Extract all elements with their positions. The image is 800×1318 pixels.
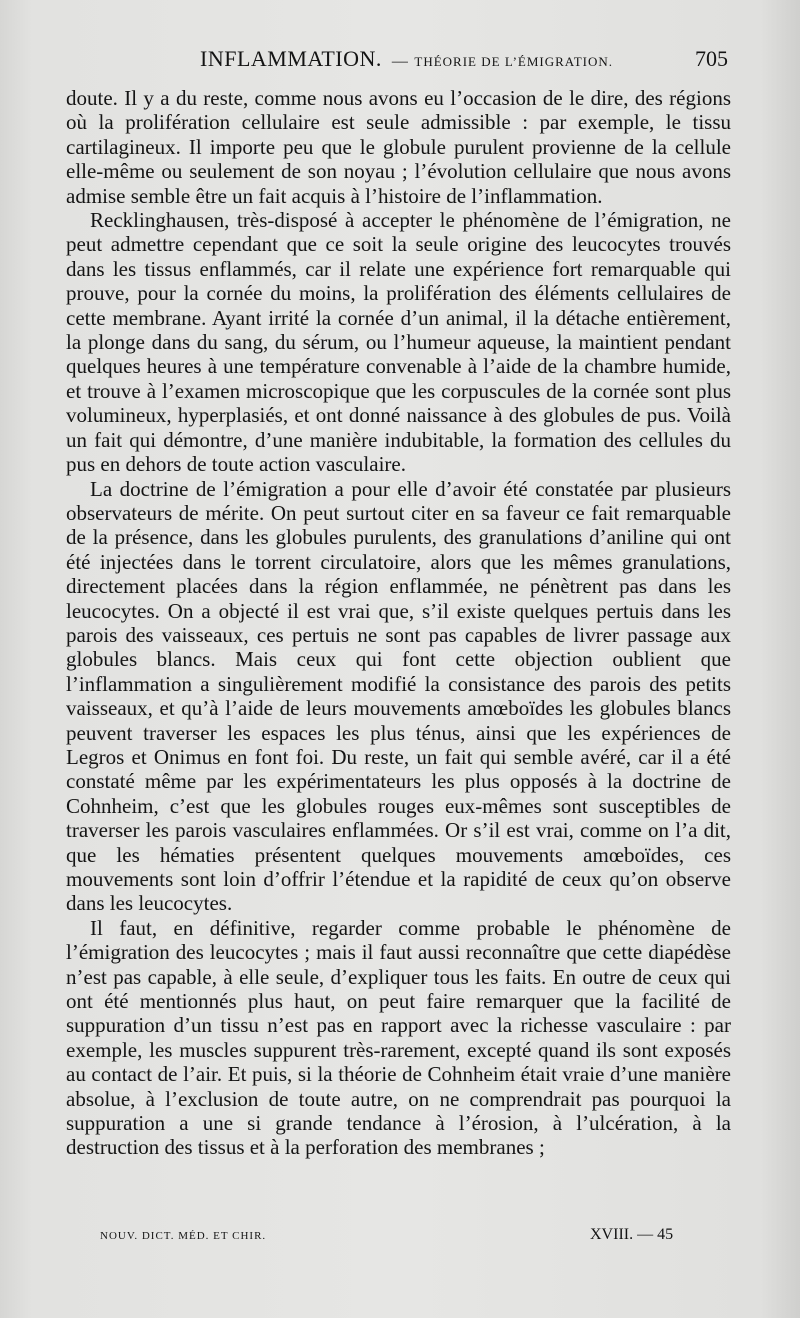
running-title-subtitle: THÉORIE DE L’ÉMIGRATION. [414,54,614,69]
page-header [88,44,728,78]
page-footer [100,1226,690,1250]
paragraph: La doctrine de l’émigration a pour elle d’avoir été constatée par plusieurs observateurs de mérite. On peut surtout citer en sa faveur ce fait remarquable de la présence, dans les globules purulents, des granulations d’aniline qui ont été injectées dans le torrent circulatoire, alors que les mêmes granulations, directement placées dans la région enflammée, ne pénètrent pas dans les leucocytes. On a objecté il est vrai que, s’il existe quelques pertuis dans les parois des vaisseaux, ces pertuis ne sont pas capables de livrer passage aux globules blancs. Mais ceux qui font cette objection oublient que l’inflammation a singulièrement modifié la consistance des parois des petits vaisseaux, et qu’à l’aide de leurs mouvements amœboïdes les globules blancs peuvent traverser les espaces les plus ténus, ainsi que les expériences de Legros et Onimus en font foi. Du reste, un fait qui semble avéré, car il a été constaté même par les expérimentateurs les plus opposés à la doctrine de Cohnheim, c’est que les globules rouges eux-mêmes sont susceptibles de traverser les parois vasculaires enflammées. Or s’il est vrai, comme on l’a dit, que les hématies présentent quelques mouvements amœboïdes, ces mouvements sont loin d’offrir l’étendue et la rapidité de ceux qu’on observe dans les leucocytes. [66,476,731,916]
page-number: 705 [695,46,728,71]
running-title-main: INFLAMMATION. [200,46,382,71]
paragraph: doute. Il y a du reste, comme nous avons eu l’occasion de le dire, des régions où la prolifération cellulaire est seule admissible : par exemple, le tissu cartilagineux. Il importe peu que le globule purulent provienne de la cellule elle-même ou seulement de son noyau ; l’évolution cellulaire que nous avons admise semble être un fait acquis à l’histoire de l’inflammation. [66,86,731,208]
paragraph: Recklinghausen, très-disposé à accepter le phénomène de l’émigration, ne peut admettre cependant que ce soit la seule origine des leucocytes trouvés dans les tissus enflammés, car il relate une expérience fort remarquable qui prouve, pour la cornée du moins, la prolifération des éléments cellulaires de cette membrane. Ayant irrité la cornée d’un animal, il la détache entièrement, la plonge dans du sang, du sérum, ou l’humeur aqueuse, la maintient pendant quelques heures à une température convenable à l’aide de la chambre humide, et trouve à l’examen microscopique que les corpuscules de la cornée sont plus volumineux, hyperplasiés, et ont donné naissance à des globules de pus. Voilà un fait qui démontre, d’une manière indubitable, la formation des cellules du pus en dehors de toute action vasculaire. [66,208,731,477]
body-text [66,86,731,1160]
running-title-dash: — [391,53,409,70]
running-title [200,46,613,72]
paragraph: Il faut, en définitive, regarder comme probable le phénomène de l’émigration des leucocytes ; mais il faut aussi reconnaître que cette diapédèse n’est pas capable, à elle seule, d’expliquer tous les faits. En outre de ceux qui ont été mentionnés plus haut, on peut faire remarquer que la facilité de suppuration d’un tissu n’est pas en rapport avec la richesse vasculaire : par exemple, les muscles suppurent très-rarement, excepté quand ils sont exposés au contact de l’air. Et puis, si la théorie de Cohnheim était vraie d’une manière absolue, à l’exclusion de toute autre, on ne comprendrait pas pourquoi la suppuration a une si grande tendance à l’érosion, à l’ulcération, à la destruction des tissus et à la perforation des membranes ; [66,915,731,1160]
footer-volume-sheet: XVIII. — 45 [590,1226,674,1243]
footer-signature: NOUV. DICT. MÉD. ET CHIR. [100,1230,267,1242]
